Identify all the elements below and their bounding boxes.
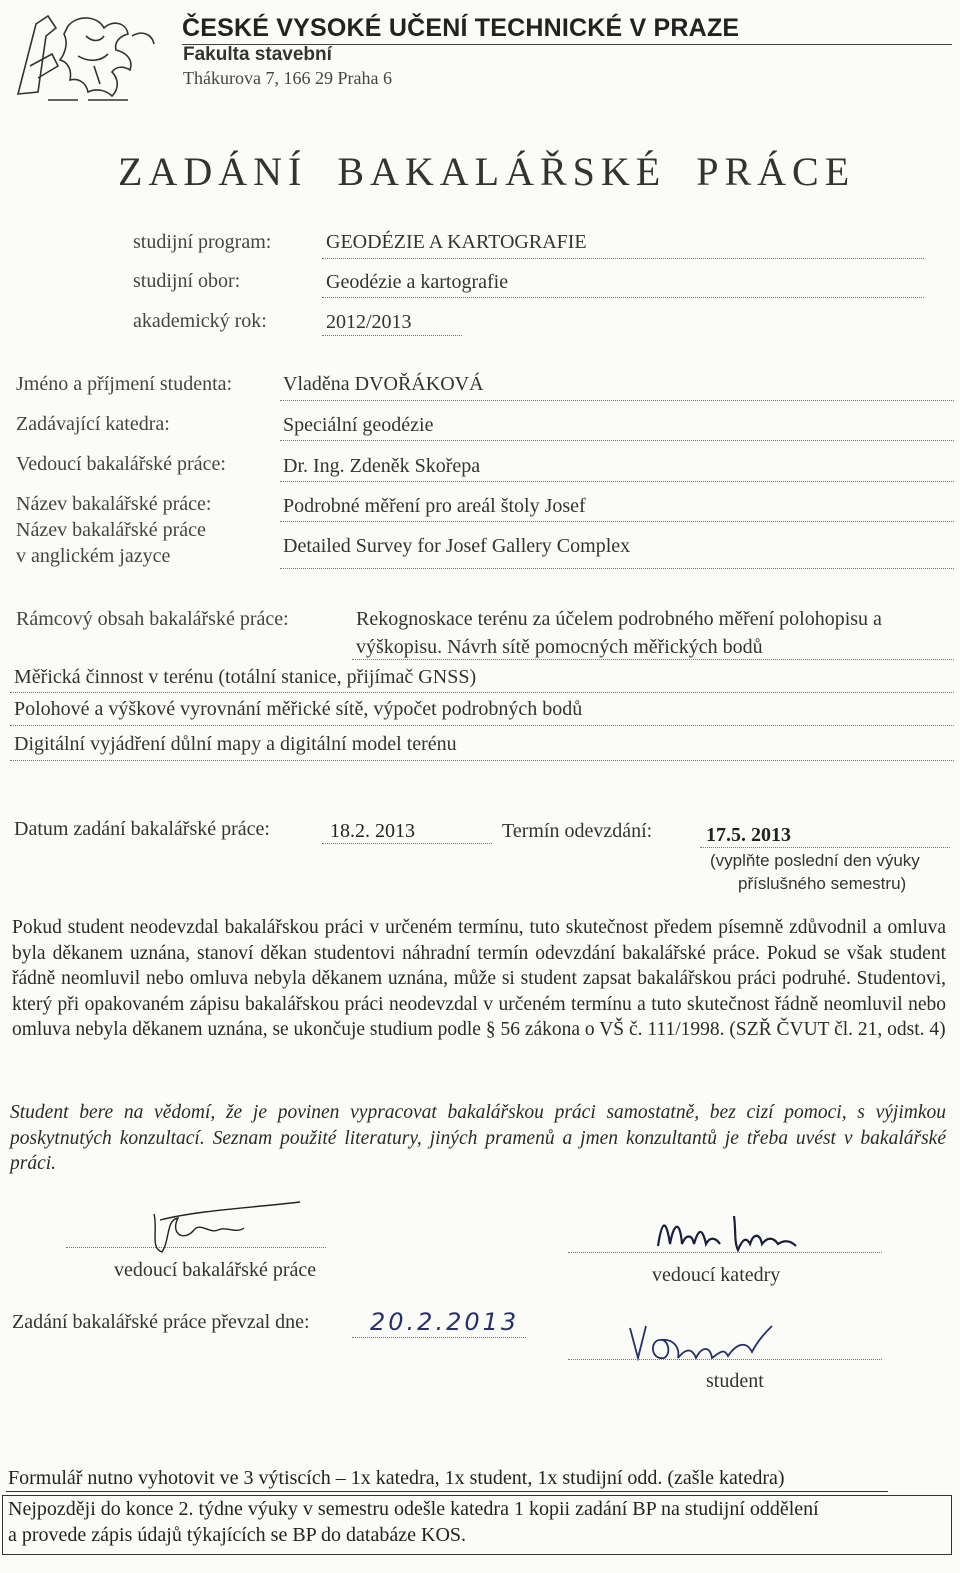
thesis-title-en-label-1: Název bakalářské práce xyxy=(16,519,206,541)
program-value: GEODÉZIE A KARTOGRAFIE xyxy=(326,231,587,253)
deadline-note-1: (vyplňte poslední den výuky xyxy=(710,851,920,870)
head-signature-line xyxy=(568,1252,882,1253)
content-line-1: Rekognoskace terénu za účelem podrobného měření polohopisu a xyxy=(356,608,882,630)
title-word-2: BAKALÁŘSKÉ xyxy=(337,149,667,194)
supervisor-caption: vedoucí bakalářské práce xyxy=(114,1259,317,1281)
department-value: Speciální geodézie xyxy=(283,414,434,436)
thesis-title-en-underline xyxy=(280,568,954,569)
title-word-1: ZADÁNÍ xyxy=(118,149,308,194)
university-name: ČESKÉ VYSOKÉ UČENÍ TECHNICKÉ V PRAZE xyxy=(182,14,740,42)
content-line-3: Měřická činnost v terénu (totální stanice, přijímač GNSS) xyxy=(14,666,477,688)
head-signature xyxy=(650,1200,830,1260)
department-label: Zadávající katedra: xyxy=(16,413,170,435)
assigned-date-underline xyxy=(322,843,492,844)
program-underline xyxy=(322,258,924,259)
student-name-label: Jméno a příjmení studenta: xyxy=(16,373,233,395)
deadline-note-2: příslušného semestru) xyxy=(738,874,907,893)
received-underline xyxy=(352,1337,526,1338)
supervisor-label: Vedoucí bakalářské práce: xyxy=(16,453,226,475)
supervisor-signature-line xyxy=(66,1247,326,1248)
received-date-handwritten: 20.2.2013 xyxy=(370,1308,520,1336)
student-signature-line xyxy=(568,1359,882,1360)
supervisor-underline xyxy=(280,481,954,482)
page-title xyxy=(118,148,885,195)
student-underline xyxy=(280,400,954,401)
content-underline-3 xyxy=(10,692,954,693)
head-caption: vedoucí katedry xyxy=(652,1264,781,1286)
assigned-date-label: Datum zadání bakalářské práce: xyxy=(14,818,270,840)
deadline-label: Termín odevzdání: xyxy=(502,820,653,842)
student-signature xyxy=(620,1318,790,1368)
thesis-title-value: Podrobné měření pro areál štoly Josef xyxy=(283,495,586,517)
content-underline-4 xyxy=(10,725,954,726)
field-label: studijní obor: xyxy=(133,270,241,292)
content-line-4: Polohové a výškové vyrovnání měřické sítě, výpočet podrobných bodů xyxy=(14,698,583,720)
footer-kos-note: a provede zápis údajů týkajících se BP do databáze KOS. xyxy=(8,1524,467,1546)
thesis-title-label: Název bakalářské práce: xyxy=(16,493,212,515)
content-label: Rámcový obsah bakalářské práce: xyxy=(16,608,289,630)
year-value: 2012/2013 xyxy=(326,311,412,333)
title-word-3: PRÁCE xyxy=(696,149,856,194)
department-underline xyxy=(280,440,954,441)
student-name-value: Vladěna DVOŘÁKOVÁ xyxy=(283,373,484,395)
content-underline-2 xyxy=(352,659,954,660)
faculty-name: Fakulta stavební xyxy=(183,44,332,65)
deadline-underline xyxy=(700,847,950,848)
field-value: Geodézie a kartografie xyxy=(326,271,509,293)
year-underline xyxy=(322,335,462,336)
received-label: Zadání bakalářské práce převzal dne: xyxy=(12,1311,310,1333)
program-label: studijní program: xyxy=(133,231,272,253)
supervisor-signature xyxy=(140,1200,310,1260)
rules-paragraph: Pokud student neodevzdal bakalářskou práci v určeném termínu, tuto skutečnost předem písemně zdůvodnil a omluva byla děkanem uznána, stanoví děkan studentovi náhradní termín odevzdání bakalářské práce. Pokud se však student řádně neomluvil nebo omluva nebyla děkanem uznána, může si student zapsat bakalářskou práci podruhé. Studentovi, který při opakovaném zápisu bakalářskou práci neodevzdal v určeném termínu a tuto skutečnost řádně neomluvil nebo omluva nebyla děkanem uznána, se ukončuje studium podle § 56 zákona o VŠ č. 111/1998. (SZŘ ČVUT čl. 21, odst. 4) xyxy=(12,917,946,1040)
university-logo xyxy=(8,6,168,106)
student-caption: student xyxy=(706,1370,764,1392)
content-line-5: Digitální vyjádření důlní mapy a digitální model terénu xyxy=(14,733,457,755)
content-line-2: výškopisu. Návrh sítě pomocných měřických bodů xyxy=(356,636,763,658)
supervisor-value: Dr. Ing. Zdeněk Skořepa xyxy=(283,455,481,477)
thesis-title-en-value: Detailed Survey for Josef Gallery Complex xyxy=(283,535,631,557)
deadline-value: 17.5. 2013 xyxy=(706,824,791,846)
faculty-address: Thákurova 7, 166 29 Praha 6 xyxy=(183,68,392,88)
field-underline xyxy=(322,297,924,298)
thesis-title-underline xyxy=(280,521,954,522)
assigned-date-value: 18.2. 2013 xyxy=(330,820,415,842)
content-underline-5 xyxy=(10,760,954,761)
footer-copies-note: Formulář nutno vyhotovit ve 3 výtiscích – 1x katedra, 1x student, 1x studijní odd. (zašle katedra) xyxy=(8,1467,785,1489)
thesis-title-en-label-2: v anglickém jazyce xyxy=(16,545,171,567)
footer-rule xyxy=(6,1491,888,1492)
year-label: akademický rok: xyxy=(133,310,267,332)
footer-deadline-note: Nejpozději do konce 2. týdne výuky v semestru odešle katedra 1 kopii zadání BP na studijní oddělení xyxy=(8,1498,819,1520)
student-notice: Student bere na vědomí, že je povinen vypracovat bakalářskou práci samostatně, bez cizí pomoci, s výjimkou poskytnutých konzultací. Seznam použité literatury, jiných pramenů a jmen konzultantů je třeba uvést v bakalářské práci. xyxy=(10,1102,946,1174)
